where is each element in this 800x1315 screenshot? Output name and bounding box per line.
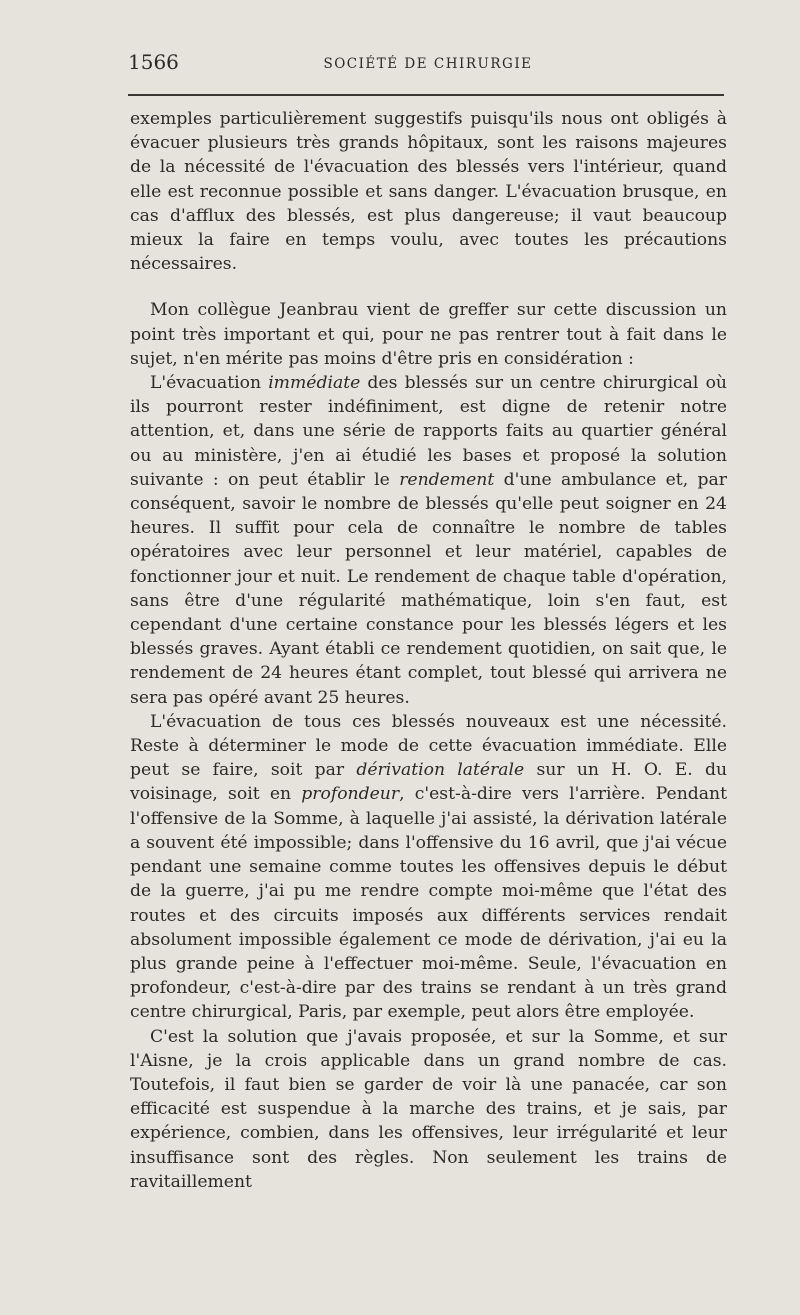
text-run: sur un H. O. E. du voisinage, soit en [130, 760, 728, 805]
page-header [128, 50, 728, 80]
emphasis-immediate: immédiate [268, 373, 361, 394]
page-number: 1566 [128, 50, 179, 74]
paragraph-continuation: exemples particulièrement suggestifs puisqu'ils nous ont obligés à évacuer plusieurs très grands hôpitaux, sont les raisons majeures de la nécessité de l'évacuation des blessés vers l'intérieur, quand elle est reconnue possible et sans danger. L'évacuation brusque, en cas d'afflux des blessés, est plus dangereuse; il vaut beaucoup mieux la faire en temps voulu, avec toutes les précautions nécessaires. [130, 109, 727, 275]
paragraph-mode-evacuation [130, 710, 727, 1025]
text-run: des blessés sur un centre chirurgical où ils pourront rester indéfiniment, est digne de retenir notre attention, et, dans une série de rapports faits au quartier général ou au ministère, j'en ai étudié les bases et proposé la solution suivante : on peut établir le [130, 373, 727, 490]
text-run: , c'est-à-dire vers l'arrière. Pendant l'offensive de la Somme, à laquelle j'ai assisté, la dérivation latérale a souvent été impossible; dans l'offensive du 16 avril, que j'ai vécue pendant une semaine comme toutes les offensives depuis le début de la guerre, j'ai pu me rendre compte moi-même que l'état des routes et des circuits imposés aux différents services rendait absolument impossible également ce mode de dérivation, j'ai eu la plus grande peine à l'effectuer moi-même. Seule, l'évacuation en profondeur, c'est-à-dire par des trains se rendant à un très grand centre chirurgical, Paris, par exemple, peut alors être employée. [130, 784, 727, 1023]
paragraph-jeanbrau: Mon collègue Jeanbrau vient de greffer sur cette discussion un point très important et qui, pour ne pas rentrer tout à fait dans le sujet, n'en mérite pas moins d'être pris en considération : [130, 300, 727, 369]
text-run: L'évacuation [150, 373, 269, 394]
emphasis-profondeur: profondeur [301, 784, 400, 805]
body-text [130, 107, 727, 1194]
paragraph-solution: C'est la solution que j'avais proposée, et sur la Somme, et sur l'Aisne, je la crois applicable dans un grand nombre de cas. Toutefois, il faut bien se garder de voir là une panacée, car son efficacité est suspendue à la marche des trains, et je sais, par expérience, combien, dans les offensives, leur irrégularité et leur insuffisance sont des règles. Non seulement les trains de ravitaillement [130, 1026, 727, 1192]
text-run: d'une ambulance et, par conséquent, savoir le nombre de blessés qu'elle peut soigner en 24 heures. Il suffit pour cela de connaître le nombre de tables opératoires avec leur personnel et leur matériel, capables de fonctionner jour et nuit. Le rendement de chaque table d'opération, sans être d'une régularité mathématique, loin s'en faut, est cependant d'une certaine constance pour les blessés légers et les blessés graves. Ayant établi ce rendement quotidien, on sait que, le rendement de 24 heures étant complet, tout blessé qui arrivera ne sera pas opéré avant 25 heures. [130, 469, 727, 708]
paragraph-evacuation-immediate [130, 371, 727, 710]
emphasis-derivation-laterale: dérivation latérale [356, 760, 525, 781]
header-rule [128, 94, 724, 96]
running-title: SOCIÉTÉ DE CHIRURGIE [323, 56, 533, 72]
emphasis-rendement: rendement [399, 469, 495, 490]
text-run: L'évacuation de tous ces blessés nouveaux est une nécessité. Reste à déterminer le mode de cette évacuation immédiate. Elle peut se faire, soit par [130, 711, 727, 781]
